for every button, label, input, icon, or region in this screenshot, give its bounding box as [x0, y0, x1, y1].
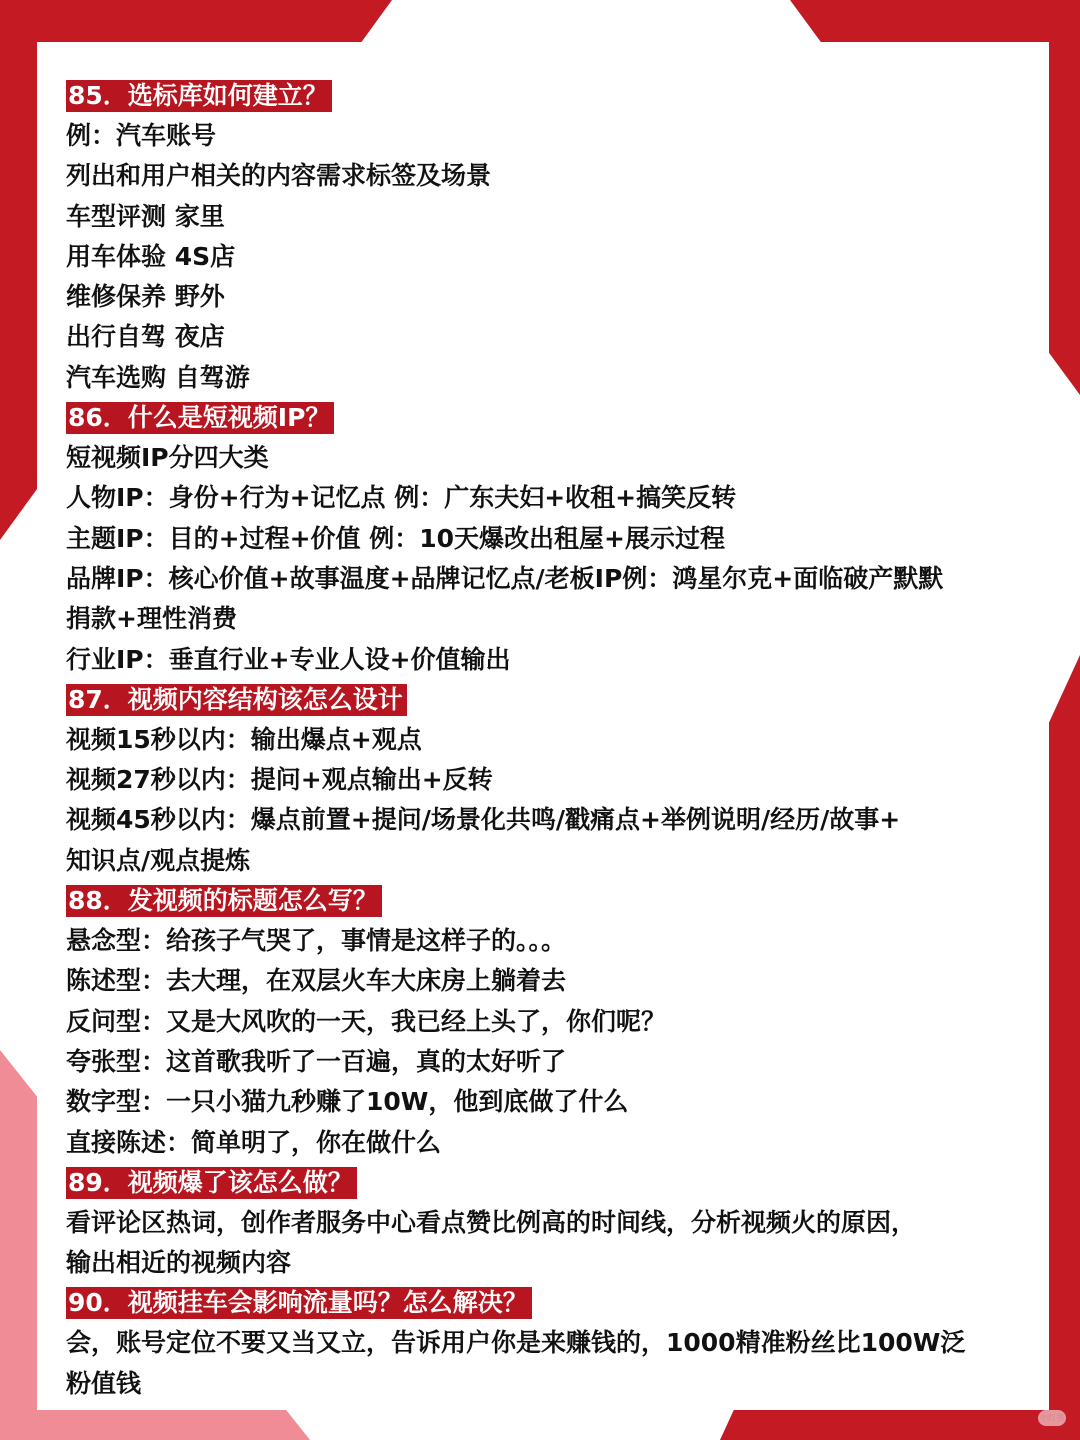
text-line: 主题IP：目的+过程+价值 例：10天爆改出租屋+展示过程: [66, 523, 725, 553]
text-line: 反问型：又是大风吹的一天，我已经上头了，你们呢？: [66, 1006, 667, 1036]
text-line: 直接陈述：简单明了，你在做什么: [66, 1127, 442, 1157]
section-85: [66, 76, 1036, 398]
text-line: 人物IP：身份+行为+记忆点 例：广东夫妇+收租+搞笑反转: [66, 483, 737, 513]
text-line: 视频45秒以内：爆点前置+提问/场景化共鸣/戳痛点+举例说明/经历/故事+: [66, 805, 901, 835]
section-86: [66, 398, 1036, 680]
text-line: 汽车选购 自驾游: [66, 362, 250, 392]
section-88: [66, 881, 1036, 1163]
text-line: 维修保养 野外: [66, 282, 225, 312]
section-heading: 87．视频内容结构该怎么设计: [66, 684, 407, 716]
text-line: 会，账号定位不要又当又立，告诉用户你是来赚钱的，1000精准粉丝比100W泛: [66, 1328, 966, 1358]
text-line: 短视频IP分四大类: [66, 443, 269, 473]
section-heading: 88．发视频的标题怎么写？: [66, 885, 382, 917]
text-line: 数字型：一只小猫九秒赚了10W，他到底做了什么: [66, 1087, 629, 1117]
section-87: [66, 680, 1036, 881]
text-line: 输出相近的视频内容: [66, 1248, 292, 1278]
section-heading: 85．选标库如何建立？: [66, 80, 332, 112]
text-line: 粉值钱: [66, 1368, 142, 1398]
text-line: 知识点/观点提炼: [66, 845, 251, 875]
text-line: 夸张型：这首歌我听了一百遍，真的太好听了: [66, 1046, 567, 1076]
text-line: 陈述型：去大理，在双层火车大床房上躺着去: [66, 966, 567, 996]
section-89: [66, 1163, 1036, 1284]
text-line: 出行自驾 夜店: [66, 322, 225, 352]
text-line: 视频15秒以内：输出爆点+观点: [66, 724, 422, 754]
watermark-badge: 小红书: [1038, 1410, 1066, 1426]
article-content: [66, 76, 1036, 1404]
text-line: 车型评测 家里: [66, 201, 225, 231]
section-heading: 89．视频爆了该怎么做？: [66, 1167, 357, 1199]
text-line: 捐款+理性消费: [66, 604, 237, 634]
text-line: 行业IP：垂直行业+专业人设+价值输出: [66, 644, 511, 674]
text-line: 悬念型：给孩子气哭了，事情是这样子的。。。: [66, 926, 567, 956]
section-90: [66, 1283, 1036, 1404]
text-line: 看评论区热词，创作者服务中心看点赞比例高的时间线，分析视频火的原因，: [66, 1207, 917, 1237]
text-line: 列出和用户相关的内容需求标签及场景: [66, 161, 492, 191]
text-line: 视频27秒以内：提问+观点输出+反转: [66, 765, 493, 795]
text-line: 用车体验 4S店: [66, 241, 236, 271]
text-line: 品牌IP：核心价值+故事温度+品牌记忆点/老板IP例：鸿星尔克+面临破产默默: [66, 563, 944, 593]
text-line: 例：汽车账号: [66, 121, 217, 150]
section-heading: 86．什么是短视频IP？: [66, 402, 334, 434]
section-heading: 90．视频挂车会影响流量吗？怎么解决？: [66, 1287, 532, 1319]
